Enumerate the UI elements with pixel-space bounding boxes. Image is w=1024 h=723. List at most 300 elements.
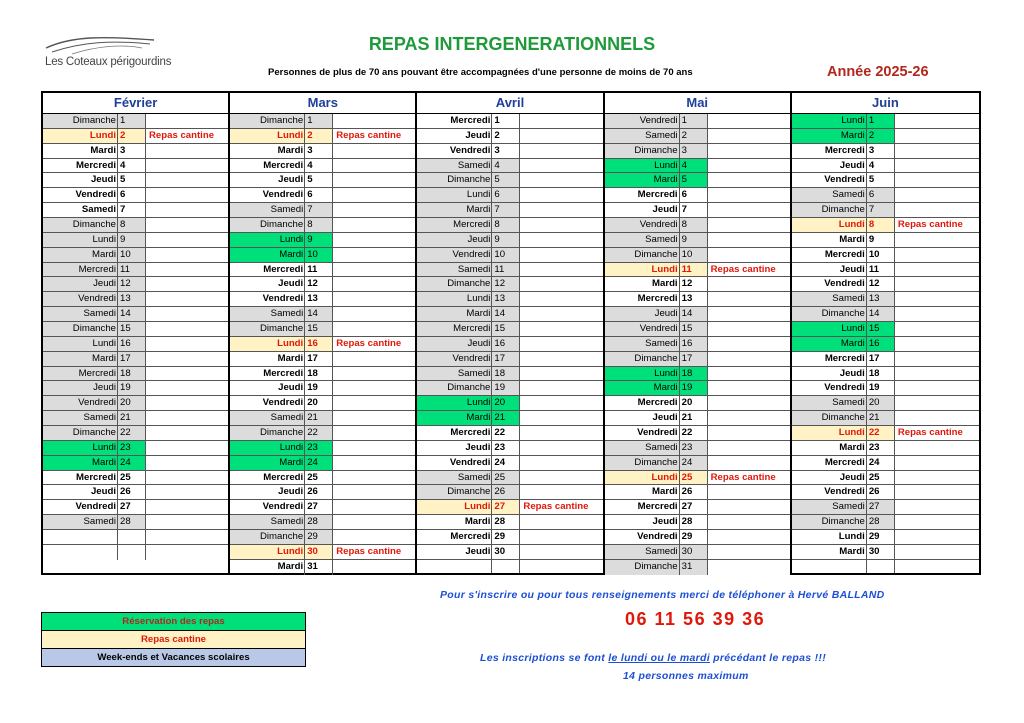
- day-name: Vendredi: [230, 396, 305, 410]
- day-name: Mardi: [43, 248, 118, 262]
- day-number: 12: [680, 277, 708, 291]
- day-note: [520, 277, 602, 291]
- day-note: [146, 367, 228, 381]
- day-row: [792, 233, 979, 248]
- day-row: [417, 515, 602, 530]
- day-note: [895, 277, 979, 291]
- day-number: 7: [118, 203, 146, 217]
- day-number: 31: [680, 560, 708, 575]
- day-row: [417, 441, 602, 456]
- month-column-3: [605, 93, 792, 573]
- day-number: 25: [492, 471, 520, 485]
- day-name: Jeudi: [417, 233, 492, 247]
- day-row: [417, 560, 602, 573]
- day-note: [333, 411, 415, 425]
- day-number: 12: [305, 277, 333, 291]
- day-note: [895, 515, 979, 529]
- day-number: 28: [867, 515, 895, 529]
- day-row: [43, 381, 228, 396]
- day-note: [895, 233, 979, 247]
- day-number: 14: [305, 307, 333, 321]
- day-row: [230, 159, 415, 174]
- day-name: Lundi: [605, 367, 680, 381]
- day-row: [792, 456, 979, 471]
- day-row: [417, 367, 602, 382]
- day-row: [605, 307, 790, 322]
- day-row: [230, 337, 415, 352]
- day-name: Vendredi: [417, 144, 492, 158]
- day-name: Dimanche: [43, 322, 118, 336]
- day-name: Vendredi: [230, 188, 305, 202]
- day-name: Samedi: [605, 337, 680, 351]
- day-row: [792, 322, 979, 337]
- day-number: 15: [305, 322, 333, 336]
- day-name: Lundi: [417, 500, 492, 514]
- day-note: [520, 426, 602, 440]
- day-number: 21: [305, 411, 333, 425]
- day-name: Mercredi: [230, 159, 305, 173]
- day-row: [605, 367, 790, 382]
- day-row: [417, 114, 602, 129]
- day-name: Vendredi: [43, 188, 118, 202]
- day-number: 7: [680, 203, 708, 217]
- day-note: [708, 233, 790, 247]
- day-number: 30: [492, 545, 520, 559]
- day-name: Mardi: [417, 411, 492, 425]
- day-number: 25: [680, 471, 708, 485]
- day-note: [520, 456, 602, 470]
- day-name: Mardi: [230, 352, 305, 366]
- day-name: Dimanche: [792, 515, 867, 529]
- day-number: 17: [492, 352, 520, 366]
- day-name: Lundi: [417, 396, 492, 410]
- day-row: [605, 218, 790, 233]
- day-number: 26: [680, 485, 708, 499]
- day-name: Samedi: [417, 159, 492, 173]
- day-name: Vendredi: [605, 114, 680, 128]
- day-row: [43, 456, 228, 471]
- day-note: [520, 381, 602, 395]
- day-row: [230, 144, 415, 159]
- day-note: [708, 248, 790, 262]
- day-number: 19: [305, 381, 333, 395]
- day-number: 10: [867, 248, 895, 262]
- day-row: [417, 545, 602, 560]
- day-row: [43, 263, 228, 278]
- day-number: [492, 560, 520, 573]
- day-number: 15: [680, 322, 708, 336]
- day-name: Samedi: [792, 292, 867, 306]
- day-row: [605, 471, 790, 486]
- day-number: 25: [118, 471, 146, 485]
- day-row: [230, 307, 415, 322]
- day-number: 9: [118, 233, 146, 247]
- day-number: 25: [867, 471, 895, 485]
- day-number: 17: [305, 352, 333, 366]
- month-header: Mars: [230, 93, 415, 114]
- day-number: 26: [492, 485, 520, 499]
- day-note: [146, 515, 228, 529]
- month-column-4: [792, 93, 979, 573]
- month-column-2: [417, 93, 604, 573]
- day-name: Dimanche: [417, 173, 492, 187]
- day-row: [230, 248, 415, 263]
- day-row: [792, 515, 979, 530]
- contact-phone: 06 11 56 39 36: [625, 609, 766, 629]
- day-note: [895, 129, 979, 143]
- day-number: 11: [118, 263, 146, 277]
- day-note: [146, 277, 228, 291]
- day-number: 18: [867, 367, 895, 381]
- day-row: [792, 159, 979, 174]
- day-number: 6: [305, 188, 333, 202]
- day-name: Vendredi: [605, 322, 680, 336]
- day-note: [333, 322, 415, 336]
- day-number: 13: [492, 292, 520, 306]
- day-row: [605, 322, 790, 337]
- day-row: [792, 396, 979, 411]
- day-note: [520, 322, 602, 336]
- day-note: [708, 485, 790, 499]
- calendar-grid: [41, 91, 981, 575]
- day-row: [605, 173, 790, 188]
- day-row: [230, 292, 415, 307]
- day-note: [895, 263, 979, 277]
- day-name: Lundi: [792, 426, 867, 440]
- day-note: [895, 485, 979, 499]
- day-number: 12: [118, 277, 146, 291]
- day-row: [43, 396, 228, 411]
- day-name: Mardi: [230, 560, 305, 575]
- day-row: [605, 144, 790, 159]
- day-number: 11: [867, 263, 895, 277]
- day-row: [417, 381, 602, 396]
- day-name: Samedi: [230, 515, 305, 529]
- day-name: Dimanche: [605, 144, 680, 158]
- day-name: Mardi: [605, 277, 680, 291]
- day-row: [417, 218, 602, 233]
- day-name: Mardi: [792, 233, 867, 247]
- day-number: 31: [305, 560, 333, 575]
- day-number: 11: [492, 263, 520, 277]
- day-name: Samedi: [792, 396, 867, 410]
- day-note: [708, 545, 790, 559]
- day-number: 30: [867, 545, 895, 559]
- day-number: 27: [305, 500, 333, 514]
- day-row: [230, 515, 415, 530]
- day-row: [230, 367, 415, 382]
- day-number: 19: [867, 381, 895, 395]
- day-name: Jeudi: [230, 485, 305, 499]
- day-number: 4: [492, 159, 520, 173]
- day-name: Mardi: [43, 144, 118, 158]
- day-row: [792, 129, 979, 144]
- day-note: [520, 337, 602, 351]
- day-number: 9: [680, 233, 708, 247]
- month-header: Mai: [605, 93, 790, 114]
- day-note: [333, 114, 415, 128]
- day-note: [708, 114, 790, 128]
- day-note: [895, 292, 979, 306]
- day-name: Samedi: [605, 233, 680, 247]
- day-row: [792, 530, 979, 545]
- day-name: Vendredi: [43, 500, 118, 514]
- day-number: 8: [867, 218, 895, 232]
- day-row: [230, 396, 415, 411]
- day-note: [520, 441, 602, 455]
- day-number: 3: [492, 144, 520, 158]
- day-name: Jeudi: [417, 545, 492, 559]
- day-row: [43, 173, 228, 188]
- day-note: [333, 500, 415, 514]
- day-row: [792, 203, 979, 218]
- day-number: 29: [305, 530, 333, 544]
- day-name: Samedi: [417, 367, 492, 381]
- day-row: [792, 114, 979, 129]
- day-note: [146, 233, 228, 247]
- day-row: [605, 545, 790, 560]
- day-row: [792, 381, 979, 396]
- day-number: 1: [680, 114, 708, 128]
- day-note: [146, 263, 228, 277]
- day-row: [43, 441, 228, 456]
- day-row: [605, 292, 790, 307]
- day-row: [792, 500, 979, 515]
- day-note: [708, 218, 790, 232]
- day-name: Vendredi: [43, 396, 118, 410]
- day-note: [895, 114, 979, 128]
- day-number: 30: [680, 545, 708, 559]
- day-name: Samedi: [605, 129, 680, 143]
- day-note: [146, 396, 228, 410]
- day-row: [43, 188, 228, 203]
- day-row: [417, 456, 602, 471]
- day-name: Samedi: [417, 263, 492, 277]
- day-number: 22: [118, 426, 146, 440]
- day-note: [708, 292, 790, 306]
- day-row: [43, 159, 228, 174]
- day-note: [146, 485, 228, 499]
- day-note: [146, 411, 228, 425]
- day-name: Jeudi: [605, 515, 680, 529]
- day-note: [708, 441, 790, 455]
- day-name: Lundi: [605, 263, 680, 277]
- day-row: [417, 471, 602, 486]
- day-note: [895, 203, 979, 217]
- day-number: 23: [867, 441, 895, 455]
- day-row: [230, 530, 415, 545]
- day-row: [417, 233, 602, 248]
- day-row: [417, 352, 602, 367]
- day-row: [417, 203, 602, 218]
- day-name: Samedi: [792, 188, 867, 202]
- day-row: [230, 322, 415, 337]
- contact-info: Pour s'inscrire ou pour tous renseignements merci de téléphoner à Hervé BALLAND: [440, 589, 885, 601]
- day-note: [708, 560, 790, 575]
- day-row: [605, 114, 790, 129]
- day-name: Dimanche: [230, 426, 305, 440]
- day-number: [118, 545, 146, 560]
- day-name: Lundi: [605, 471, 680, 485]
- day-name: Jeudi: [43, 173, 118, 187]
- day-row: [792, 307, 979, 322]
- day-name: Mercredi: [792, 456, 867, 470]
- day-number: 7: [305, 203, 333, 217]
- day-name: Dimanche: [43, 114, 118, 128]
- day-number: 28: [305, 515, 333, 529]
- day-note: [146, 530, 228, 544]
- day-row: [417, 396, 602, 411]
- day-note: [333, 144, 415, 158]
- day-name: Mardi: [605, 381, 680, 395]
- day-note: [708, 337, 790, 351]
- day-row: [417, 322, 602, 337]
- day-row: [605, 233, 790, 248]
- day-number: 7: [867, 203, 895, 217]
- day-note: [708, 500, 790, 514]
- day-number: 5: [680, 173, 708, 187]
- page-subtitle: Personnes de plus de 70 ans pouvant être accompagnées d'une personne de moins de 70 ans: [268, 67, 693, 78]
- day-number: 1: [118, 114, 146, 128]
- day-name: Lundi: [792, 530, 867, 544]
- day-number: [867, 560, 895, 573]
- day-number: 23: [305, 441, 333, 455]
- day-name: Lundi: [43, 233, 118, 247]
- day-note: [333, 218, 415, 232]
- day-note: Repas cantine: [523, 501, 589, 513]
- day-note: [333, 188, 415, 202]
- day-note: [146, 248, 228, 262]
- day-row: [605, 485, 790, 500]
- day-note: [895, 396, 979, 410]
- day-name: Lundi: [230, 233, 305, 247]
- day-row: [605, 515, 790, 530]
- day-note: [895, 352, 979, 366]
- day-number: 6: [867, 188, 895, 202]
- day-name: Mardi: [230, 248, 305, 262]
- day-name: Vendredi: [792, 173, 867, 187]
- day-row: [605, 441, 790, 456]
- day-name: Jeudi: [792, 263, 867, 277]
- day-number: [118, 530, 146, 544]
- day-note: [895, 471, 979, 485]
- day-name: Mercredi: [43, 159, 118, 173]
- day-row: [417, 292, 602, 307]
- day-number: 28: [680, 515, 708, 529]
- day-number: 9: [305, 233, 333, 247]
- day-row: [230, 203, 415, 218]
- day-name: Vendredi: [230, 292, 305, 306]
- day-name: Mercredi: [792, 352, 867, 366]
- day-name: Mercredi: [43, 263, 118, 277]
- day-name: Dimanche: [605, 248, 680, 262]
- day-name: [43, 545, 118, 560]
- day-name: Mardi: [792, 441, 867, 455]
- day-name: Samedi: [43, 307, 118, 321]
- day-note: [333, 352, 415, 366]
- day-number: 8: [305, 218, 333, 232]
- day-note: [146, 545, 228, 560]
- day-note: [520, 515, 602, 529]
- day-row: [792, 173, 979, 188]
- day-note: [895, 188, 979, 202]
- day-number: 18: [305, 367, 333, 381]
- day-note: [520, 233, 602, 247]
- day-row: [605, 456, 790, 471]
- day-name: Samedi: [230, 307, 305, 321]
- day-number: 3: [680, 144, 708, 158]
- day-row: [792, 188, 979, 203]
- month-column-0: [43, 93, 230, 573]
- day-name: Jeudi: [605, 307, 680, 321]
- day-note: [520, 396, 602, 410]
- day-row: [230, 233, 415, 248]
- day-row: [43, 471, 228, 486]
- day-row: [417, 485, 602, 500]
- day-note: [520, 173, 602, 187]
- day-name: Lundi: [230, 545, 305, 559]
- day-number: 5: [492, 173, 520, 187]
- day-number: 29: [680, 530, 708, 544]
- month-header: Juin: [792, 93, 979, 114]
- day-note: [333, 159, 415, 173]
- day-number: 8: [118, 218, 146, 232]
- day-name: [417, 560, 492, 573]
- day-note: [146, 173, 228, 187]
- day-number: 20: [492, 396, 520, 410]
- day-name: Dimanche: [43, 218, 118, 232]
- day-row: [43, 292, 228, 307]
- day-note: [520, 411, 602, 425]
- day-name: Dimanche: [605, 560, 680, 575]
- day-note: [146, 471, 228, 485]
- day-number: 13: [867, 292, 895, 306]
- day-row: [230, 411, 415, 426]
- day-note: [146, 500, 228, 514]
- day-note: [333, 456, 415, 470]
- day-number: 10: [118, 248, 146, 262]
- day-row: [417, 173, 602, 188]
- day-name: [792, 560, 867, 573]
- day-name: Samedi: [605, 441, 680, 455]
- day-number: 27: [118, 500, 146, 514]
- day-row: [43, 485, 228, 500]
- day-number: 2: [867, 129, 895, 143]
- day-note: [333, 426, 415, 440]
- day-name: Samedi: [43, 203, 118, 217]
- day-name: Lundi: [792, 114, 867, 128]
- registration-info: [480, 652, 826, 664]
- day-name: Jeudi: [230, 381, 305, 395]
- day-row: [43, 322, 228, 337]
- day-note: [895, 322, 979, 336]
- day-name: Mercredi: [605, 500, 680, 514]
- day-note: [333, 263, 415, 277]
- day-number: 24: [305, 456, 333, 470]
- day-number: 6: [118, 188, 146, 202]
- day-number: 20: [305, 396, 333, 410]
- day-row: [230, 277, 415, 292]
- day-number: 18: [492, 367, 520, 381]
- day-note: [708, 203, 790, 217]
- registration-text-2: précédant le repas !!!: [709, 652, 826, 664]
- day-name: Mardi: [417, 203, 492, 217]
- day-number: 22: [680, 426, 708, 440]
- day-note: [146, 218, 228, 232]
- day-note: [146, 159, 228, 173]
- day-number: 23: [118, 441, 146, 455]
- day-name: Jeudi: [230, 173, 305, 187]
